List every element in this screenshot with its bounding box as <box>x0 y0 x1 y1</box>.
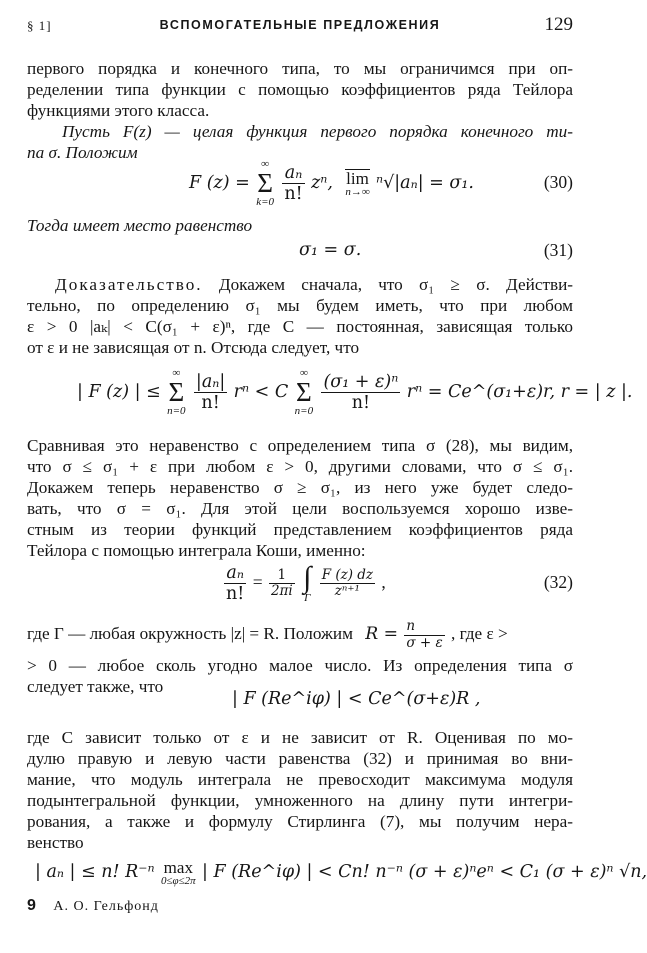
running-title: ВСПОМОГАТЕЛЬНЫЕ ПРЕДЛОЖЕНИЯ <box>159 18 441 32</box>
text-line: Тейлора с помощью интеграла Коши, именно: <box>27 541 366 560</box>
equation-final: | aₙ | ≤ n! R⁻ⁿ max 0≤φ≤2π | F (Re^iφ) | < Cn! n⁻ⁿ (σ + ε)ⁿeⁿ < C₁ (σ + ε)ⁿ √n, <box>35 857 647 887</box>
equation-30: F (z) = ∞ Σ k=0 $\frac{\text{aₙ}}{n!}$ zⁿ, lim n→∞ ⁿ√|aₙ| = σ₁. (30) <box>27 151 573 213</box>
proof-label: Доказательство. <box>55 275 203 294</box>
text-line: следует также, что <box>27 677 164 696</box>
text-line: ределении типа функции с помощью коэффициентов ряда Тейлора <box>27 80 573 99</box>
text-line: от ε и не зависящая от n. Отсюда следует, что <box>27 338 360 357</box>
text-line: первого порядка и конечного типа, то мы ограничимся при оп- <box>27 59 573 78</box>
signature-mark: 9 <box>27 897 36 914</box>
text-line: тельно, по определению σ₁ мы будем иметь, что при любом <box>27 296 573 315</box>
text-line: где C зависит только от ε и не зависит от R. Оценивая по мо- <box>27 728 573 747</box>
equation-growth: | F (Re^iφ) | < Ce^(σ+ε)R , <box>232 689 481 709</box>
equation-32: $\frac{\text{aₙ}}{n!}$ = $\frac{1}{2\pi i}$ ∫ Γ $\frac{F (z) dz}{\text{zⁿ⁺¹}}$ , (32) <box>27 553 573 611</box>
theorem-line: па σ. Положим <box>27 143 138 162</box>
running-header <box>27 14 573 38</box>
text-line: мание, что модуль интеграла не превосходит максимума модуля <box>27 770 573 789</box>
page-number: 129 <box>544 14 573 35</box>
section-mark: § 1] <box>27 18 52 33</box>
text-line: венство <box>27 833 84 852</box>
text-line: вать, что σ = σ₁. Для этой цели воспользуемся хорошо изве- <box>27 499 573 518</box>
equation-bound: | F (z) | ≤ ∞ Σ n=0 $\frac{\text{|aₙ|}}{n!}$ rⁿ < C ∞ Σ n=0 $\frac{\text{(σ₁ + ε)ⁿ}}{n!}$ rⁿ = Ce^(σ₁+ε)r, r = | z |. <box>77 367 633 418</box>
text-line: дулю правую и левую части равенства (32) и принимая во вни- <box>27 749 573 768</box>
theorem-line: Пусть F(z) — целая функция первого порядка конечного ти- <box>62 122 573 141</box>
equation-31: σ₁ = σ. (31) <box>299 240 573 260</box>
text-line: стным из теории функций представлением коэффициентов ряда <box>27 520 573 539</box>
text-line: функциями этого класса. <box>27 101 210 120</box>
equation-number: (31) <box>543 240 573 260</box>
text-line: > 0 — любое сколь угодно малое число. Из определения типа σ <box>27 656 573 675</box>
text-line: Сравнивая это неравенство с определением типа σ (28), мы видим, <box>27 436 573 455</box>
text-line: где Γ — любая окружность |z| = R. Положим R = $\frac{n}{\sigma + \varepsilon}$ , где ε > <box>27 618 508 651</box>
text-line: что σ ≤ σ₁ + ε при любом ε > 0, другими словами, что σ ≤ σ₁. <box>27 457 573 476</box>
text-line: подынтегральной функции, умноженного на длину пути интегри- <box>27 791 573 810</box>
text-line: Тогда имеет место равенство <box>27 216 253 235</box>
text-line: рования, а также и формулу Стирлинга (7), мы получим нера- <box>27 812 573 831</box>
proof-line: Доказательство. Докажем сначала, что σ₁ ≥ σ. Действи- <box>55 275 573 294</box>
text-line: Докажем теперь неравенство σ ≥ σ₁, из него уже будет следо- <box>27 478 573 497</box>
equation-number: (30) <box>543 172 573 192</box>
text-line: ε > 0 |aₖ| < C(σ₁ + ε)ⁿ, где C — постоянная, зависящая только <box>27 317 573 336</box>
equation-number: (32) <box>543 572 573 592</box>
author-name: А. О. Гельфонд <box>53 899 159 914</box>
page-footer <box>27 897 159 915</box>
